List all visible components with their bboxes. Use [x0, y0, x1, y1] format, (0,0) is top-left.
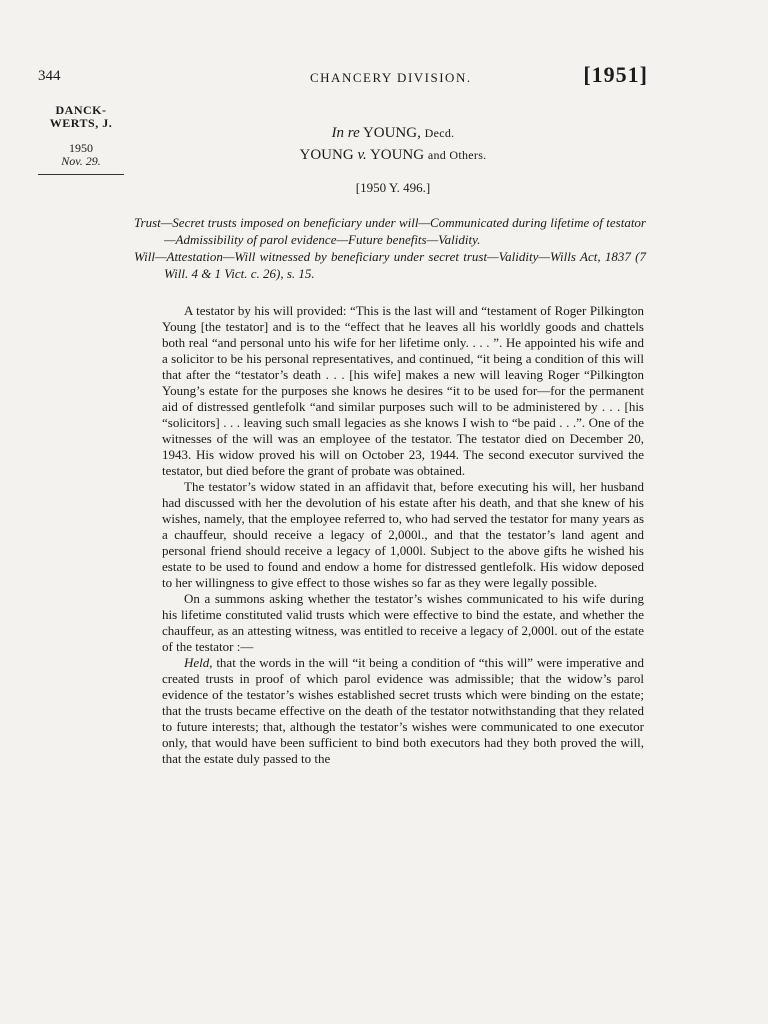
paragraph-summons: On a summons asking whether the testator’s wishes communicated to his wife during his lifetime constituted valid trusts which were effective to bind the estate, and whether the chauffeur, as an attesting witness, was entitled to receive a legacy of 2,000l. out of the estate of the testator :—: [162, 591, 644, 654]
in-re-suffix: Decd.: [424, 126, 455, 140]
catchword-trust: Trust—Secret trusts imposed on beneficiary under will—Communicated during lifetime of testator—Admissibility of parol evidence—Future benefits—Validity.: [134, 215, 646, 247]
in-re-prefix: In re: [331, 125, 360, 141]
hearing-date: [38, 142, 124, 168]
held-label: Held,: [184, 655, 213, 670]
in-re-name: YOUNG,: [362, 125, 421, 141]
judge-name: DANCK- WERTS, J.: [49, 103, 113, 130]
catchwords: [134, 214, 646, 282]
party-suffix: and Others.: [427, 148, 487, 162]
margin-rule: [38, 174, 124, 175]
versus: v.: [357, 147, 367, 163]
hearing-day: Nov. 29.: [61, 154, 101, 168]
case-title-line-1: [150, 122, 636, 144]
paragraph-held: [162, 655, 644, 767]
paragraph-affidavit: The testator’s widow stated in an affidavit that, before executing his will, her husband had discussed with her the devolution of his estate after his death, and that she knew of his wishes, namely, that the employee referred to, who had served the testator for many years as a chauffeur, should receive a legacy of 2,000l., and that the testator’s land agent and personal friend should receive a legacy of 1,000l. Subject to the above gifts he wished his estate to be used to found and endow a home for distressed gentlefolk. His widow deposed to her willingness to give effect to those wishes so far as they were legally possible.: [162, 479, 644, 590]
page-header: [38, 62, 650, 92]
headnote-body: [162, 303, 644, 767]
party-1: YOUNG: [299, 147, 354, 163]
page-number: 344: [38, 68, 61, 84]
paragraph-facts: A testator by his will provided: “This is the last will and “testament of Roger Pilkington Young [the testator] and is to the “effect that he leaves all his worldly goods and chattels both real “and personal unto his wife for her lifetime only. . . . ”. He appointed his wife and a solicitor to be his personal representatives, and continued, “it being a condition of this will that after the “testator’s death . . . [his wife] makes a new will leaving Roger “Pilkington Young’s estate for the purposes she knows he desires “it to be used for—for the permanent aid of distressed gentlefolk “and similar purposes such will to be administered by . . . [his “solicitors] . . . leaving such small legacies as she knows I wish to “be paid . . .”. One of the witnesses of the will was an employee of the testator. The testator died on December 20, 1943. His widow proved his will on October 23, 1944. The second executor survived the testator, but died before the grant of probate was obtained.: [162, 303, 644, 478]
case-title: [150, 122, 636, 166]
held-text: that the words in the will “it being a condition of “this will” were imperative and created trusts in proof of which parol evidence was admissible; that the widow’s parol evidence of the testator’s wishes established secret trusts which were binding on the estate; that the trusts became effective on the death of the testator notwithstanding that they related to future interests; that, although the testator’s wishes were communicated to one executor only, that would have been sufficient to bind both executors had they both proved the will, that the estate duly passed to the: [162, 655, 645, 766]
citation: [1950 Y. 496.]: [355, 180, 431, 195]
party-2: YOUNG: [369, 147, 425, 163]
margin-note: [38, 104, 124, 175]
running-title: CHANCERY DIVISION.: [310, 70, 472, 85]
case-title-line-2: [150, 144, 636, 166]
report-year: [1951]: [583, 62, 648, 87]
hearing-year: 1950: [69, 141, 93, 155]
catchword-will: Will—Attestation—Will witnessed by beneficiary under secret trust—Validity—Wills Act, 1837 (7 Will. 4 & 1 Vict. c. 26), s. 15.: [134, 249, 646, 281]
